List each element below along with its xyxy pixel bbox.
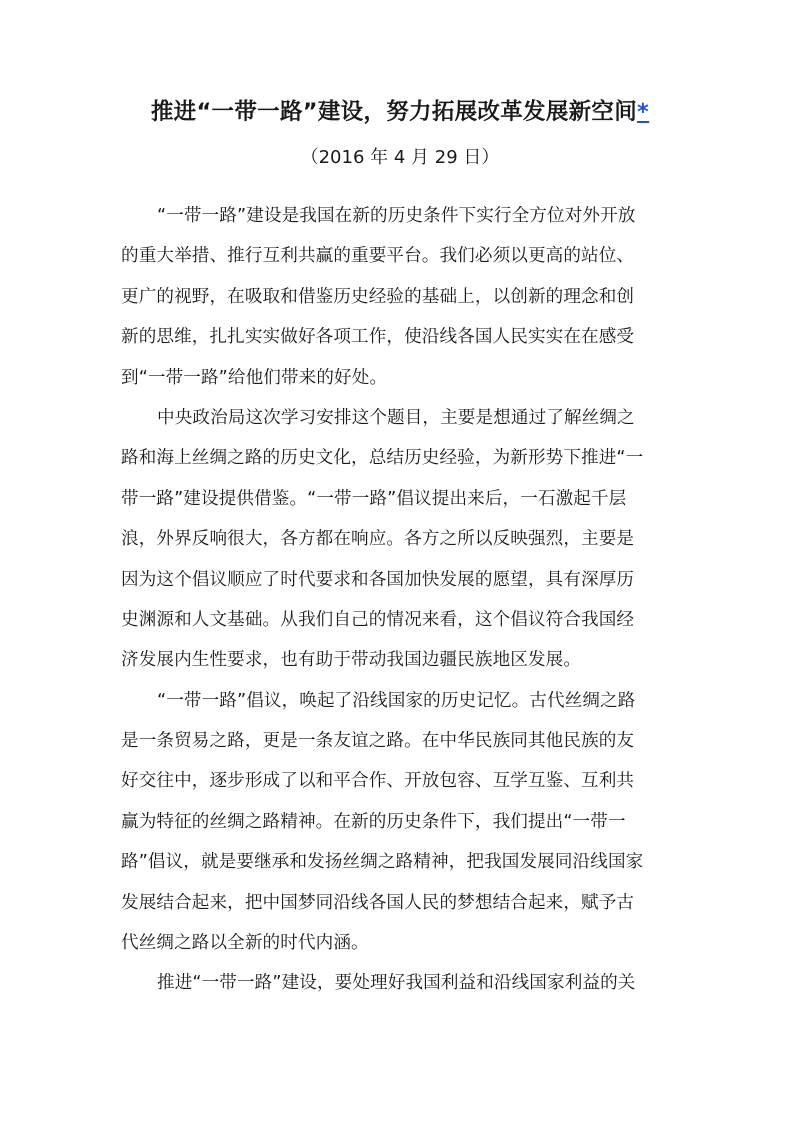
paragraph-line: 路”倡议，就是要继承和发扬丝绸之路精神，把我国发展同沿线国家 bbox=[121, 852, 644, 873]
paragraph-line: 推进“一带一路”建设，要处理好我国利益和沿线国家利益的关 bbox=[157, 973, 636, 994]
paragraph-2 bbox=[121, 398, 661, 681]
paragraph-line: 路和海上丝绸之路的历史文化，总结历史经验，为新形势下推进“一 bbox=[121, 448, 644, 469]
paragraph-line: “一带一路”建设是我国在新的历史条件下实行全方位对外开放 bbox=[157, 206, 636, 226]
document-date: （2016 年 4 月 29 日） bbox=[300, 147, 500, 168]
paragraph-line: 到“一带一路”给他们带来的好处。 bbox=[121, 367, 388, 388]
paragraph-line: 带一路”建设提供借鉴。“一带一路”倡议提出来后，一石激起千层 bbox=[121, 488, 627, 509]
paragraph-line: 代丝绸之路以全新的时代内涵。 bbox=[121, 933, 369, 954]
paragraph-4 bbox=[121, 963, 661, 1003]
title-footnote-link[interactable]: * bbox=[637, 99, 650, 125]
paragraph-line: 济发展内生性要求，也有助于带动我国边疆民族地区发展。 bbox=[121, 650, 582, 671]
paragraph-line: 更广的视野，在吸取和借鉴历史经验的基础上，以创新的理念和创 bbox=[121, 286, 635, 307]
paragraph-3 bbox=[121, 681, 661, 964]
document-body bbox=[121, 196, 661, 1004]
paragraph-line: 史渊源和人文基础。从我们自己的情况来看，这个倡议符合我国经 bbox=[121, 609, 635, 630]
paragraph-line: 好交往中，逐步形成了以和平合作、开放包容、互学互鉴、互利共 bbox=[121, 771, 635, 792]
document-title bbox=[0, 92, 800, 132]
paragraph-line: 浪，外界反响很大，各方都在响应。各方之所以反映强烈，主要是 bbox=[121, 529, 635, 550]
paragraph-line: “一带一路”倡议，唤起了沿线国家的历史记忆。古代丝绸之路 bbox=[157, 690, 636, 711]
paragraph-line: 是一条贸易之路，更是一条友谊之路。在中华民族同其他民族的友 bbox=[121, 731, 635, 752]
title-text: 推进“一带一路”建设，努力拓展改革发展新空间 bbox=[150, 99, 638, 125]
paragraph-line: 因为这个倡议顺应了时代要求和各国加快发展的愿望，具有深厚历 bbox=[121, 569, 635, 590]
paragraph-line: 的重大举措、推行互利共赢的重要平台。我们必须以更高的站位、 bbox=[121, 246, 635, 267]
paragraph-line: 新的思维，扎扎实实做好各项工作，使沿线各国人民实实在在感受 bbox=[121, 327, 635, 348]
paragraph-1 bbox=[121, 196, 661, 398]
paragraph-line: 赢为特征的丝绸之路精神。在新的历史条件下，我们提出“一带一 bbox=[121, 811, 626, 832]
paragraph-line: 中央政治局这次学习安排这个题目，主要是想通过了解丝绸之 bbox=[157, 407, 635, 428]
paragraph-line: 发展结合起来，把中国梦同沿线各国人民的梦想结合起来，赋予古 bbox=[121, 892, 635, 913]
